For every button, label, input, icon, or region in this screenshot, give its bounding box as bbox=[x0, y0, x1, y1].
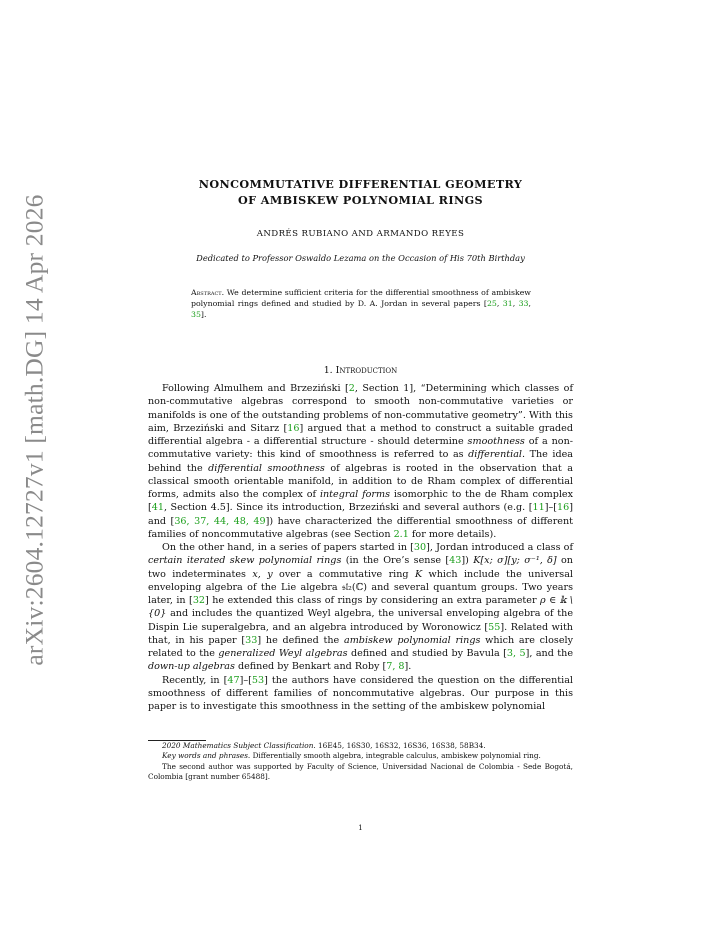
title-line-2: OF AMBISKEW POLYNOMIAL RINGS bbox=[237, 193, 484, 207]
text-span: and includes the quantized Weyl algebra, the universal enveloping algebra of the Dispin Lie superalgebra, and an algebra introduced by Woronowicz [ bbox=[148, 608, 573, 633]
emphasis: integral forms bbox=[319, 489, 391, 500]
citation-link[interactable]: 16 bbox=[557, 502, 570, 514]
emphasis: smoothness bbox=[467, 436, 525, 447]
text-span: defined by Benkart and Roby [ bbox=[234, 661, 387, 673]
citation-link[interactable]: 33 bbox=[518, 299, 529, 309]
section-link[interactable]: 2.1 bbox=[393, 528, 409, 540]
text-span: , Section 1], “Determining which classes of non-commutative algebras correspond to smooth non-commutative varieties or manifolds is one of the outstanding problems of non-commutative geometry”. With this aim, Brzeziński and Sitarz [ bbox=[148, 383, 573, 434]
citation-link[interactable]: 16 bbox=[287, 422, 300, 434]
text-span: ]–[ bbox=[544, 502, 558, 514]
citation-link[interactable]: 36, 37, 44, 48, 49 bbox=[174, 515, 266, 527]
emphasis: generalized Weyl algebras bbox=[218, 648, 348, 659]
text-span: ]) have characterized the differential smoothness of different families of noncommutative algebras (see Section bbox=[148, 515, 573, 540]
text-span: (in the Ore’s sense [ bbox=[341, 555, 450, 567]
authors: ANDRÉS RUBIANO AND ARMANDO REYES bbox=[256, 229, 465, 239]
emphasis: ambiskew polynomial rings bbox=[343, 634, 481, 646]
citation-link[interactable]: 41 bbox=[151, 502, 164, 514]
text-span: ], Jordan introduced a class of bbox=[426, 542, 573, 553]
emphasis: differential smoothness bbox=[208, 462, 325, 474]
text-span: over a commutative ring bbox=[272, 568, 415, 580]
text-span: and several quantum groups. Two years later, in [ bbox=[148, 581, 573, 606]
text-span: isomorphic to the de Rham complex [ bbox=[148, 489, 574, 514]
math-expression: ρ ∈ 𝕜 \ {0} bbox=[148, 595, 573, 620]
citation-link[interactable]: 3, 5 bbox=[506, 648, 526, 659]
abstract: Abstract. We determine sufficient criteria for the differential smoothness of ambiskew polynomial rings defined and studied by D. A. Jordan in several papers [25, 31, 33, 35]. bbox=[191, 288, 531, 320]
text-span: ], and the bbox=[525, 648, 574, 659]
text-span: ]. Related with that, in his paper [ bbox=[148, 621, 573, 646]
paragraph-2 bbox=[148, 541, 573, 674]
text-span: ] and [ bbox=[148, 502, 573, 527]
section-heading bbox=[148, 365, 573, 376]
footnote-msc bbox=[148, 741, 573, 751]
footnote-label: 2020 Mathematics Subject Classification. bbox=[162, 741, 316, 750]
footnote-text: Differentially smooth algebra, integrable calculus, ambiskew polynomial ring. bbox=[250, 751, 541, 761]
citation-link[interactable]: 2 bbox=[348, 383, 355, 394]
footnote-label: Key words and phrases. bbox=[162, 751, 251, 761]
math-expression: x, y bbox=[252, 568, 273, 580]
text-span: for more details). bbox=[408, 528, 497, 540]
paper-title bbox=[148, 176, 573, 208]
text-span: defined and studied by Bavula [ bbox=[347, 648, 507, 659]
text-span: which are closely related to the bbox=[148, 634, 573, 659]
emphasis: certain iterated skew polynomial rings bbox=[148, 555, 342, 567]
citation-link[interactable]: 25 bbox=[486, 299, 497, 309]
section-title: Introduction bbox=[335, 365, 398, 376]
paragraph-3 bbox=[148, 674, 573, 714]
citation-link[interactable]: 11 bbox=[532, 502, 545, 514]
math-expression: 𝔰𝔩₂(ℂ) bbox=[341, 581, 367, 593]
text-span: Recently, in [ bbox=[162, 674, 228, 686]
citation-link[interactable]: 32 bbox=[192, 595, 206, 606]
text-span: ]) bbox=[461, 555, 474, 567]
text-span: On the other hand, in a series of papers started in [ bbox=[162, 542, 414, 553]
text-span: ] argued that a method to construct a suitable graded differential algebra - a differential structure - should determine bbox=[148, 422, 573, 447]
abstract-label: Abstract. bbox=[191, 288, 225, 297]
citation-link[interactable]: 7, 8 bbox=[386, 661, 405, 673]
text-span: , Section 4.5]. Since its introduction, Brzeziński and several authors (e.g. [ bbox=[163, 502, 533, 514]
citation-link[interactable]: 47 bbox=[227, 674, 240, 686]
citation-link[interactable]: 55 bbox=[488, 621, 501, 633]
text-span: ] he defined the bbox=[257, 634, 344, 646]
citation-link[interactable]: 53 bbox=[251, 674, 265, 686]
emphasis: down-up algebras bbox=[148, 661, 235, 673]
text-span: ] he extended this class of rings by considering an extra parameter bbox=[205, 595, 540, 606]
citation-link[interactable]: 43 bbox=[449, 555, 462, 567]
body-text bbox=[148, 382, 573, 713]
title-line-1: NONCOMMUTATIVE DIFFERENTIAL GEOMETRY bbox=[198, 177, 523, 191]
text-span: on two indeterminates bbox=[148, 555, 573, 580]
math-expression: K bbox=[414, 568, 423, 580]
citation-link[interactable]: 35 bbox=[191, 310, 201, 320]
page-number: 1 bbox=[358, 823, 363, 832]
footnote-keywords bbox=[148, 751, 573, 761]
footnotes bbox=[148, 741, 573, 783]
text-span: of algebras is rooted in the observation that a classical smooth orientable manifold, in addition to de Rham complex of differential forms, admits also the complex of bbox=[148, 462, 573, 500]
text-span: . The idea behind the bbox=[148, 449, 573, 474]
abstract-text: We determine sufficient criteria for the differential smoothness of ambiskew polynomial rings defined and studied by D. A. Jordan in several papers [ bbox=[191, 288, 531, 309]
math-expression: K[x; σ][y; σ⁻¹, δ] bbox=[473, 555, 557, 567]
text-span: ] the authors have considered the question on the differential smoothness of different families of noncommutative algebras. Our purpose in this paper is to investigate this smoothness in the setting of the ambiskew polynomial bbox=[148, 674, 573, 712]
footnote-text: 16E45, 16S30, 16S32, 16S36, 16S38, 58B34. bbox=[315, 741, 486, 750]
citation-link[interactable]: 30 bbox=[413, 542, 427, 553]
text-span: Following Almulhem and Brzeziński [ bbox=[162, 383, 349, 394]
footnote-support: The second author was supported by Faculty of Science, Universidad Nacional de Colombia - Sede Bogotá, Colombia [grant number 65488]. bbox=[148, 761, 573, 782]
arxiv-stamp-text: arXiv:2604.12727v1 [math.DG] 14 Apr 2026 bbox=[20, 194, 50, 666]
abstract-end: ]. bbox=[200, 310, 207, 320]
citation-link[interactable]: 31 bbox=[502, 299, 513, 309]
citation-link[interactable]: 33 bbox=[245, 634, 258, 646]
text-span: ]. bbox=[404, 661, 412, 673]
text-span: which include the universal enveloping algebra of the Lie algebra bbox=[148, 568, 573, 593]
arxiv-identifier-stamp bbox=[12, 170, 58, 690]
paragraph-1 bbox=[148, 382, 573, 541]
section-number: 1. bbox=[323, 365, 333, 376]
text-span: ]–[ bbox=[239, 674, 252, 686]
emphasis: differential bbox=[468, 449, 522, 461]
dedication: Dedicated to Professor Oswaldo Lezama on the Occasion of His 70th Birthday bbox=[196, 253, 525, 263]
text-span: of a non-commutative variety: this kind of smoothness is referred to as bbox=[148, 436, 573, 461]
